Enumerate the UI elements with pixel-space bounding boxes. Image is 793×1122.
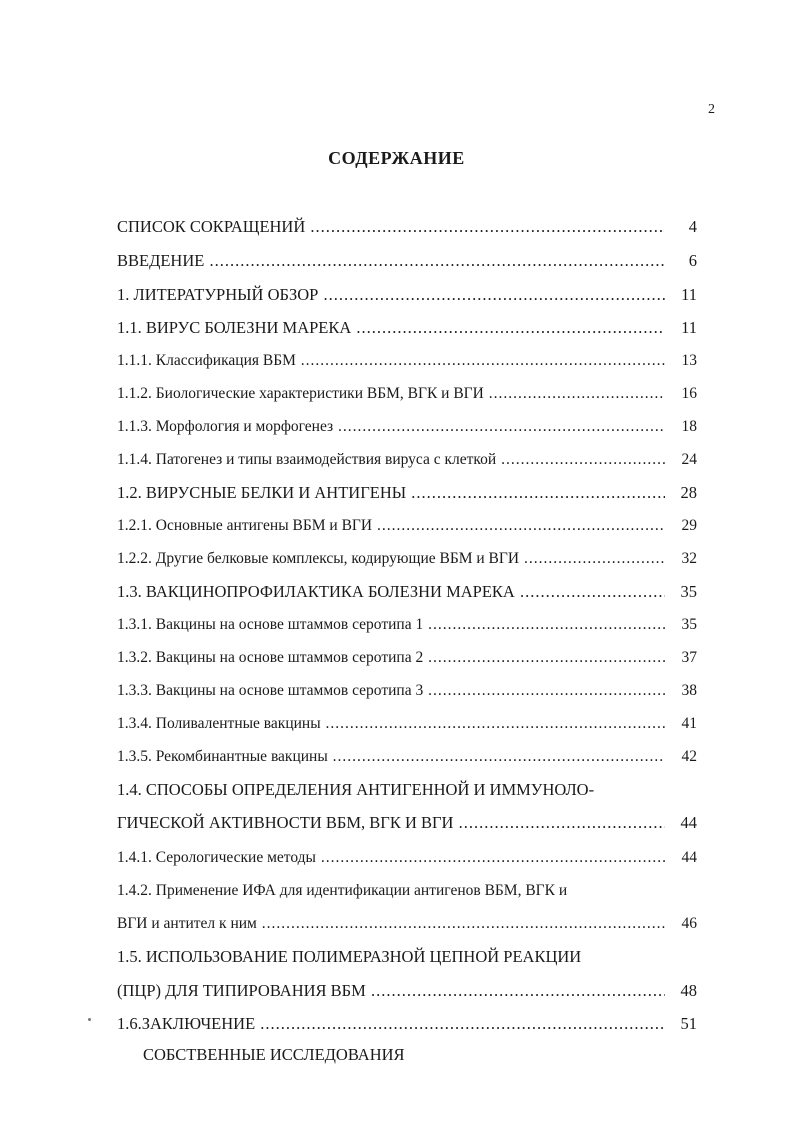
toc-title: СОДЕРЖАНИЕ	[328, 148, 465, 168]
toc-entry-page: 11	[681, 285, 697, 304]
margin-mark	[88, 1018, 91, 1021]
toc-entry-page: 41	[681, 715, 697, 732]
toc-entry	[117, 846, 697, 870]
toc-entry-page: 48	[680, 981, 697, 1000]
toc-entry-title: 1.3.4. Поливалентные вакцины .....	[117, 712, 665, 736]
toc-entry-page: 28	[680, 483, 697, 502]
toc-entry-title: 1.3.1. Вакцины на основе штаммов серотипа 1 .....	[117, 613, 665, 637]
toc-entry-title: СПИСОК СОКРАЩЕНИЙ .....	[117, 215, 665, 239]
toc-entry-title: 1.4.1. Серологические методы .....	[117, 846, 665, 870]
toc-entry	[117, 979, 697, 1003]
toc-entry-page: 32	[681, 550, 697, 567]
toc-entry-title: 1.3.2. Вакцины на основе штаммов серотипа 2 .....	[117, 646, 665, 670]
toc-entry	[117, 879, 697, 903]
toc-entry	[117, 745, 697, 769]
toc-entry-title: 1.3.3. Вакцины на основе штаммов серотипа 3 .....	[117, 679, 665, 703]
toc-entry-title: 1.1.3. Морфология и морфогенез .....	[117, 415, 665, 439]
toc-entry	[117, 613, 697, 637]
next-section-heading: СОБСТВЕННЫЕ ИССЛЕДОВАНИЯ	[143, 1045, 405, 1064]
toc-entry-title: 1.2. ВИРУСНЫЕ БЕЛКИ И АНТИГЕНЫ .....	[117, 481, 665, 505]
toc-entry-page: 44	[681, 849, 697, 866]
toc-entry-title: 1.1.1. Классификация ВБМ .....	[117, 349, 665, 373]
toc-entry-page: 4	[688, 217, 697, 236]
toc-entry	[117, 811, 697, 835]
toc-entry-page: 44	[680, 813, 697, 832]
toc-entry	[117, 912, 697, 936]
toc-entry	[117, 712, 697, 736]
toc-entry	[117, 945, 697, 969]
toc-entry-title: ГИЧЕСКОЙ АКТИВНОСТИ ВБМ, ВГК И ВГИ .....	[117, 811, 665, 835]
toc-entry-page: 18	[681, 418, 697, 435]
toc-entry	[117, 215, 697, 239]
toc-entry	[117, 415, 697, 439]
toc-entry-page: 42	[681, 748, 697, 765]
toc-entry	[117, 249, 697, 273]
toc-entry-page: 11	[681, 318, 697, 337]
toc-entry	[117, 580, 697, 604]
toc-entry-page: 16	[681, 385, 697, 402]
toc-entry-title: 1.3. ВАКЦИНОПРОФИЛАКТИКА БОЛЕЗНИ МАРЕКА .....	[117, 580, 665, 604]
toc-entry-page: 13	[681, 352, 697, 369]
toc-entry-title: 1.1. ВИРУС БОЛЕЗНИ МАРЕКА .....	[117, 316, 665, 340]
toc-entry-page: 6	[688, 251, 697, 270]
toc-entry	[117, 514, 697, 538]
toc-entry-title: 1.1.4. Патогенез и типы взаимодействия вируса с клеткой .....	[117, 448, 665, 472]
toc-entry-title: ВВЕДЕНИЕ .....	[117, 249, 665, 273]
toc-entry-title: 1.1.2. Биологические характеристики ВБМ, ВГК и ВГИ .....	[117, 382, 665, 406]
toc-entry	[117, 646, 697, 670]
toc-entry-title: ВГИ и антител к ним .....	[117, 912, 665, 936]
toc-entry-page: 46	[681, 915, 697, 932]
toc-entry-page: 29	[681, 517, 697, 534]
toc-entry-page: 24	[681, 451, 697, 468]
toc-entry	[117, 349, 697, 373]
toc-entry-page: 51	[680, 1014, 697, 1033]
toc-entry-page: 38	[681, 682, 697, 699]
toc-entry	[117, 448, 697, 472]
toc-entry	[117, 316, 697, 340]
toc-entry	[117, 778, 697, 802]
toc-entry-title: 1.6.ЗАКЛЮЧЕНИЕ .....	[117, 1012, 665, 1036]
toc-entry-page: 35	[681, 616, 697, 633]
toc-entry-title: 1. ЛИТЕРАТУРНЫЙ ОБЗОР .....	[117, 283, 665, 307]
page-number: 2	[708, 102, 715, 117]
toc-entry	[117, 547, 697, 571]
toc-entry-title: 1.5. ИСПОЛЬЗОВАНИЕ ПОЛИМЕРАЗНОЙ ЦЕПНОЙ РЕАКЦИИ	[117, 947, 582, 966]
toc-entry	[117, 679, 697, 703]
toc-entry	[117, 1012, 697, 1036]
toc-entry-title: 1.2.2. Другие белковые комплексы, кодирующие ВБМ и ВГИ .....	[117, 547, 665, 571]
toc-entry-title: 1.2.1. Основные антигены ВБМ и ВГИ .....	[117, 514, 665, 538]
toc-entry-page: 37	[681, 649, 697, 666]
toc-entry-title: 1.4.2. Применение ИФА для идентификации антигенов ВБМ, ВГК и	[117, 882, 568, 899]
toc-entry-page: 35	[680, 582, 697, 601]
toc-entry	[117, 283, 697, 307]
toc-entry-title: 1.3.5. Рекомбинантные вакцины .....	[117, 745, 665, 769]
toc-entry	[117, 481, 697, 505]
toc-entry-title: 1.4. СПОСОБЫ ОПРЕДЕЛЕНИЯ АНТИГЕННОЙ И ИММУНОЛО-	[117, 780, 595, 799]
toc-entry	[117, 382, 697, 406]
toc-entry-title: (ПЦР) ДЛЯ ТИПИРОВАНИЯ ВБМ .....	[117, 979, 665, 1003]
